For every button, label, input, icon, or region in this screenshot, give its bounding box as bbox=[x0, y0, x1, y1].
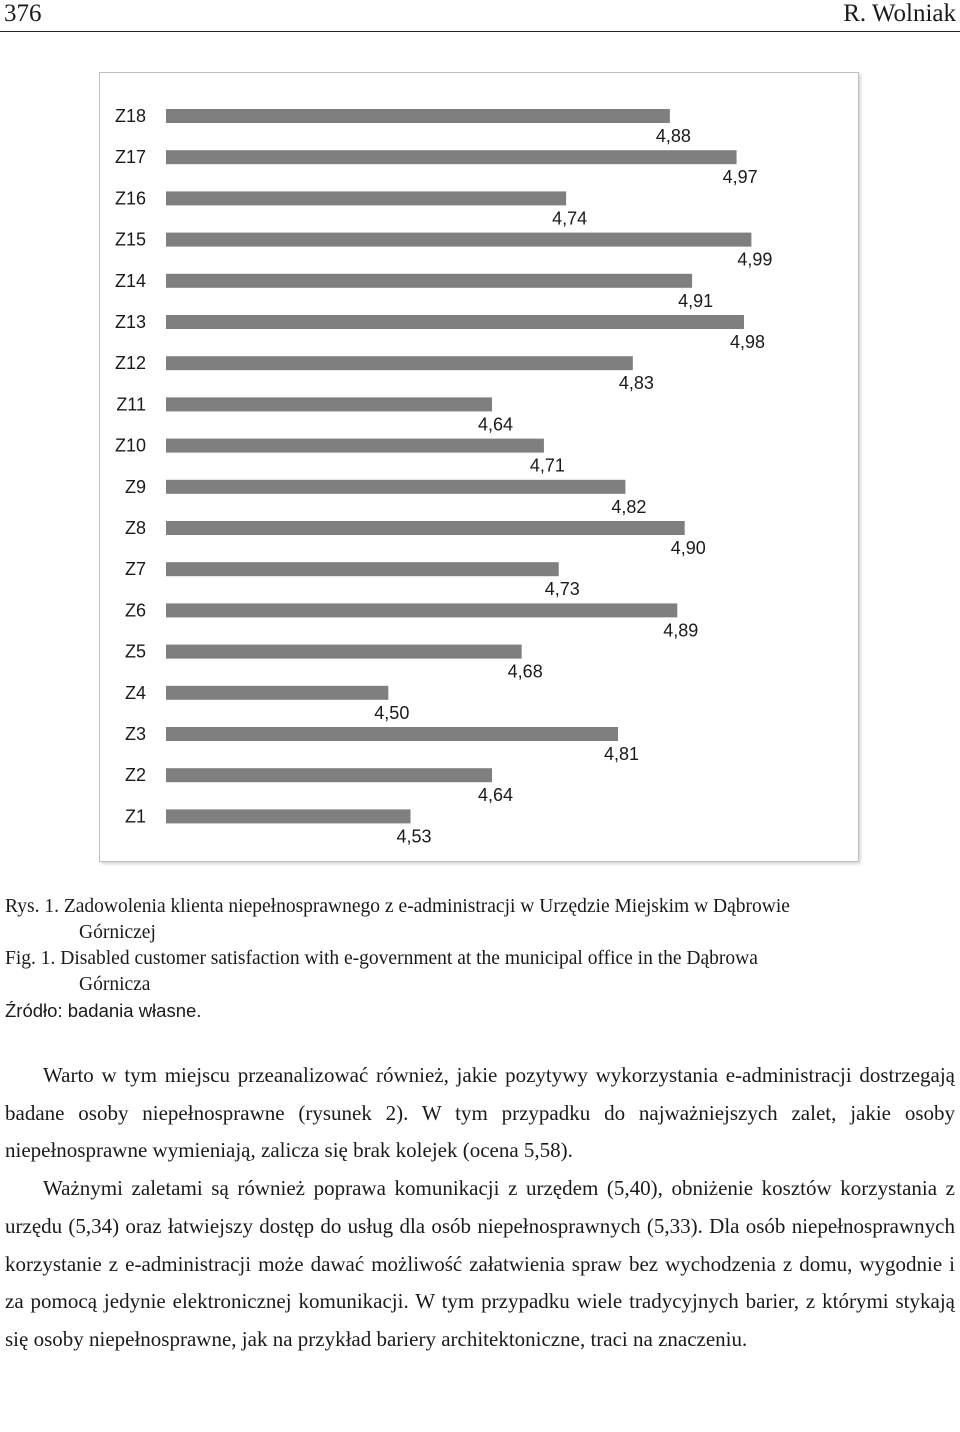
category-label: Z16 bbox=[114, 188, 146, 209]
paragraph-1: Warto w tym miejscu przeanalizować również, jakie pozytywy wykorzystania e-administracji dostrzegają badane osoby niepełnosprawne (rysunek 2). W tym przypadku do najważniejszych zalet, jakie osoby niepełnosprawne wymieniają, zalicza się brak kolejek (ocena 5,58). bbox=[5, 1063, 955, 1163]
data-label: 4,82 bbox=[611, 496, 647, 517]
data-label: 4,81 bbox=[604, 744, 640, 764]
bar bbox=[166, 562, 559, 576]
data-label: 4,97 bbox=[722, 167, 758, 188]
category-label: Z4 bbox=[124, 682, 146, 703]
figure-source: Źródło: badania własne. bbox=[5, 1000, 202, 1021]
category-label: Z3 bbox=[124, 724, 146, 744]
bar bbox=[166, 233, 751, 247]
bar bbox=[166, 768, 492, 782]
bar bbox=[166, 397, 492, 411]
bar bbox=[166, 727, 618, 741]
data-label: 4,91 bbox=[678, 290, 714, 311]
caption-en-line1: Fig. 1. Disabled customer satisfaction with e-government at the municipal office in the Dąbrowa bbox=[5, 948, 758, 969]
category-label: Z15 bbox=[114, 229, 146, 250]
data-label: 4,73 bbox=[544, 579, 580, 600]
bar bbox=[166, 191, 566, 205]
category-label: Z13 bbox=[114, 312, 146, 332]
category-label: Z2 bbox=[124, 765, 146, 786]
category-label: Z9 bbox=[124, 476, 146, 497]
bar bbox=[166, 480, 625, 494]
page-header bbox=[0, 0, 960, 30]
bar-chart bbox=[100, 73, 858, 861]
category-label: Z11 bbox=[116, 394, 146, 415]
data-label: 4,64 bbox=[478, 785, 514, 806]
caption-pl-line2: Górniczej bbox=[79, 922, 156, 943]
bar bbox=[166, 603, 677, 617]
data-label: 4,88 bbox=[655, 126, 691, 146]
category-label: Z7 bbox=[124, 559, 146, 580]
data-label: 4,71 bbox=[529, 455, 565, 476]
category-label: Z1 bbox=[124, 806, 146, 827]
data-label: 4,98 bbox=[729, 332, 766, 352]
bar bbox=[166, 521, 685, 535]
body-text bbox=[5, 1057, 955, 1359]
page-number: 376 bbox=[4, 0, 42, 27]
category-label: Z10 bbox=[114, 435, 146, 456]
bar bbox=[166, 809, 411, 823]
data-label: 4,89 bbox=[663, 620, 699, 641]
data-label: 4,68 bbox=[507, 661, 543, 682]
figure-caption-english bbox=[5, 946, 955, 998]
bar bbox=[166, 439, 544, 453]
category-label: Z12 bbox=[114, 353, 146, 374]
chart-frame bbox=[99, 72, 859, 862]
caption-pl-line1: Rys. 1. Zadowolenia klienta niepełnosprawnego z e-administracji w Urzędzie Miejskim w Dąbrowie bbox=[5, 896, 790, 917]
caption-en-line2: Górnicza bbox=[79, 974, 151, 995]
bar bbox=[166, 315, 744, 329]
bar bbox=[166, 356, 633, 370]
data-label: 4,90 bbox=[670, 538, 706, 558]
category-label: Z18 bbox=[114, 106, 146, 126]
category-label: Z6 bbox=[124, 600, 146, 621]
data-label: 4,50 bbox=[374, 702, 410, 723]
bar bbox=[166, 274, 692, 288]
category-label: Z8 bbox=[124, 518, 146, 538]
data-label: 4,53 bbox=[396, 826, 432, 847]
bar bbox=[166, 645, 522, 659]
data-label: 4,64 bbox=[478, 414, 514, 435]
header-rule bbox=[0, 31, 960, 32]
paragraph-2: Ważnymi zaletami są również poprawa komunikacji z urzędem (5,40), obniżenie kosztów korzystania z urzędu (5,34) oraz łatwiejszy dostęp do usług dla osób niepełnosprawnych (5,33). Dla osób niepełnosprawnych korzystanie z e-administracji może dawać możliwość załatwienia spraw bez wychodzenia z domu, wygodnie i za pomocą jedynie elektronicznej komunikacji. W tym przypadku wiele tradycyjnych barier, z którymi stykają się osoby niepełnosprawne, jak na przykład bariery architektoniczne, traci na znaczeniu. bbox=[5, 1176, 955, 1351]
running-head-author: R. Wolniak bbox=[843, 0, 956, 27]
category-label: Z17 bbox=[114, 147, 146, 168]
bar bbox=[166, 686, 388, 700]
category-label: Z14 bbox=[114, 270, 146, 291]
bar bbox=[166, 150, 737, 164]
data-label: 4,99 bbox=[737, 249, 773, 270]
data-label: 4,83 bbox=[618, 373, 654, 394]
category-label: Z5 bbox=[124, 641, 146, 662]
bar bbox=[166, 109, 670, 123]
data-label: 4,74 bbox=[552, 208, 588, 229]
figure-caption-polish bbox=[5, 894, 955, 946]
